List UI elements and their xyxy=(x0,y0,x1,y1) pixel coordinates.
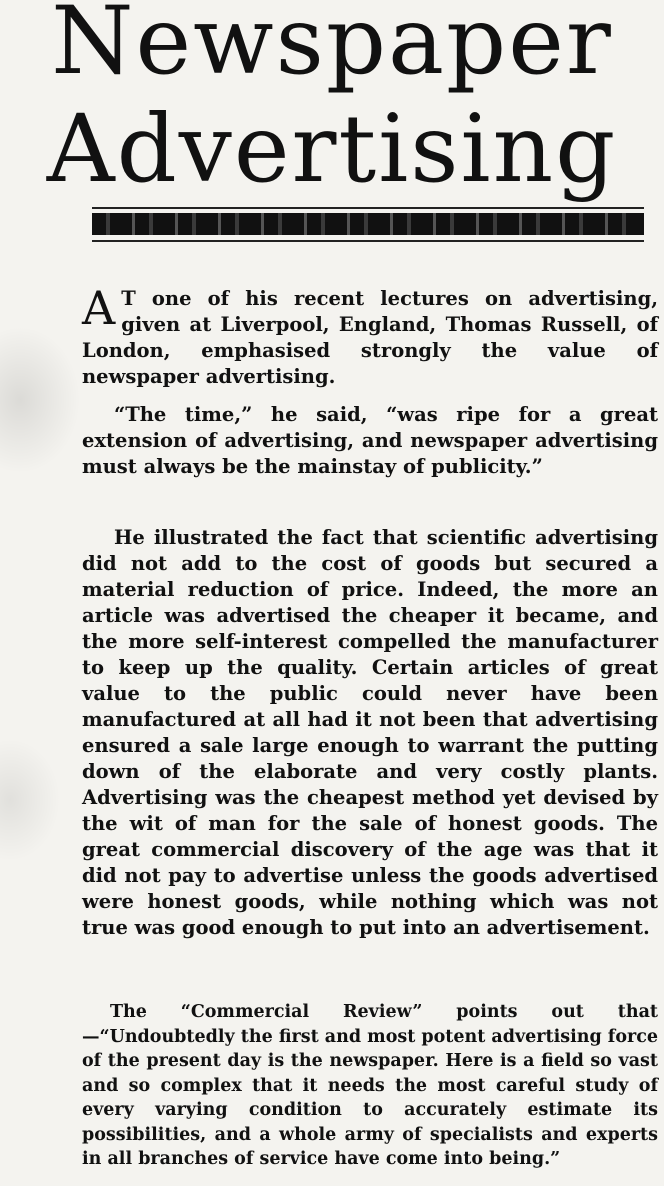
headline-rule-bottom xyxy=(92,240,644,242)
article-paragraph-3 xyxy=(82,525,658,941)
paragraph-4-text: The “Commercial Review” points out that—“Undoubtedly the first and most potent advertising force of the present day is the newspaper. Here is a field so vast and so complex that it needs the most careful study of every varying condition to accurately estimate its possibilities, and a whole army of specialists and experts in all branches of service have come into being.” xyxy=(82,1002,659,1169)
headline-line-2: Advertising xyxy=(46,95,618,204)
headline-ornament-rule xyxy=(92,213,644,235)
paragraph-1-text: T one of his recent lectures on advertising, given at Liverpool, England, Thomas Russell, of London, emphasised strongly the value of newspaper advertising. xyxy=(82,287,658,388)
article-paragraph-1 xyxy=(82,281,658,390)
paragraph-3-text: He illustrated the fact that scientific advertising did not add to the cost of goods but secured a material reduction of price. Indeed, the more an article was advertised the cheaper it became, and the more self-interest compelled the manufacturer to keep up the quality. Certain articles of great value to the public could never have been manufactured at all had it not been that advertising ensured a sale large enough to warrant the putting down of the elaborate and very costly plants. Advertising was the cheapest method yet devised by the wit of man for the sale of honest goods. The great commercial discovery of the age was that it did not pay to advertise unless the goods advertised were honest goods, while nothing which was not true was good enough to put into an advertisement. xyxy=(82,526,658,939)
article-paragraph-2 xyxy=(82,402,658,480)
article-paragraph-4 xyxy=(82,1000,658,1172)
paragraph-2-text: “The time,” he said, “was ripe for a great extension of advertising, and newspaper advertising must always be the mainstay of publicity.” xyxy=(82,403,658,478)
headline-rule-top xyxy=(92,207,644,209)
headline-line-1: Newspaper xyxy=(51,0,613,96)
margin-speckle xyxy=(0,220,70,1180)
drop-cap: A xyxy=(82,281,116,335)
